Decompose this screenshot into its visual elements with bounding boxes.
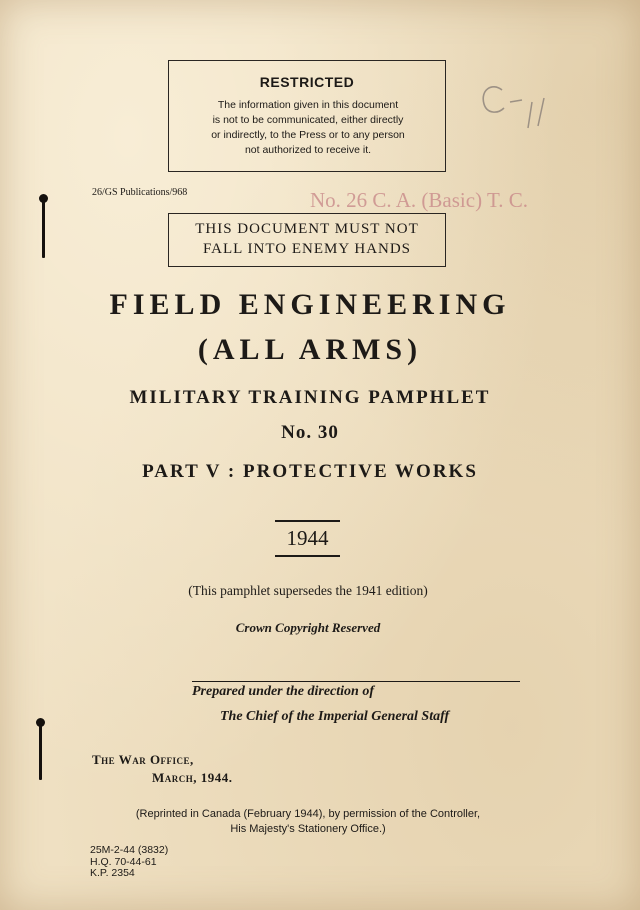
pamphlet-number: No. 30 [281, 422, 339, 443]
enemy-warning-box [168, 213, 446, 267]
year-rule-bottom [275, 555, 340, 557]
reprint-note-line-2: His Majesty's Stationery Office.) [230, 823, 386, 835]
restricted-line: is not to be communicated, either directly [212, 114, 404, 126]
restricted-notice-box [168, 60, 446, 172]
separator-rule [192, 681, 520, 682]
print-code: K.P. 2354 [90, 867, 135, 879]
main-subtitle: (ALL ARMS) [197, 333, 423, 366]
copyright-notice: Crown Copyright Reserved [235, 620, 381, 635]
staple-top [42, 200, 45, 258]
main-title: FIELD ENGINEERING [109, 288, 511, 321]
pamphlet-series: MILITARY TRAINING PAMPHLET [129, 387, 491, 408]
restricted-line: not authorized to receive it. [244, 144, 372, 156]
handwritten-note [478, 76, 568, 136]
publication-year: 1944 [286, 526, 329, 550]
reprint-note-line-1: (Reprinted in Canada (February 1944), by permission of the Controller, [135, 808, 481, 820]
restricted-line: The information given in this document [217, 99, 399, 111]
supersedes-note: (This pamphlet supersedes the 1941 edition) [188, 583, 428, 598]
stamp-text: No. 26 C. A. (Basic) T. C. [310, 188, 528, 212]
prepared-by-authority: The Chief of the Imperial General Staff [220, 709, 450, 724]
staple-bottom [39, 724, 42, 780]
restricted-notice-text [177, 98, 439, 158]
publication-reference: 26/GS Publications/968 [92, 187, 188, 198]
issuer-office: The War Office, [92, 752, 194, 767]
print-code: 25M-2-44 (3832) [90, 844, 169, 856]
issue-date: March, 1944. [152, 770, 233, 785]
year-rule-top [275, 520, 340, 522]
part-title: PART V : PROTECTIVE WORKS [142, 461, 478, 482]
restricted-title: RESTRICTED [259, 74, 355, 90]
restricted-line: or indirectly, to the Press or to any person [211, 129, 405, 141]
print-codes [90, 845, 168, 880]
print-code: H.Q. 70-44-61 [90, 855, 157, 868]
enemy-warning-line-2: FALL INTO ENEMY HANDS [202, 241, 412, 257]
prepared-under: Prepared under the direction of [192, 684, 374, 699]
enemy-warning-line-1: THIS DOCUMENT MUST NOT [195, 221, 419, 237]
